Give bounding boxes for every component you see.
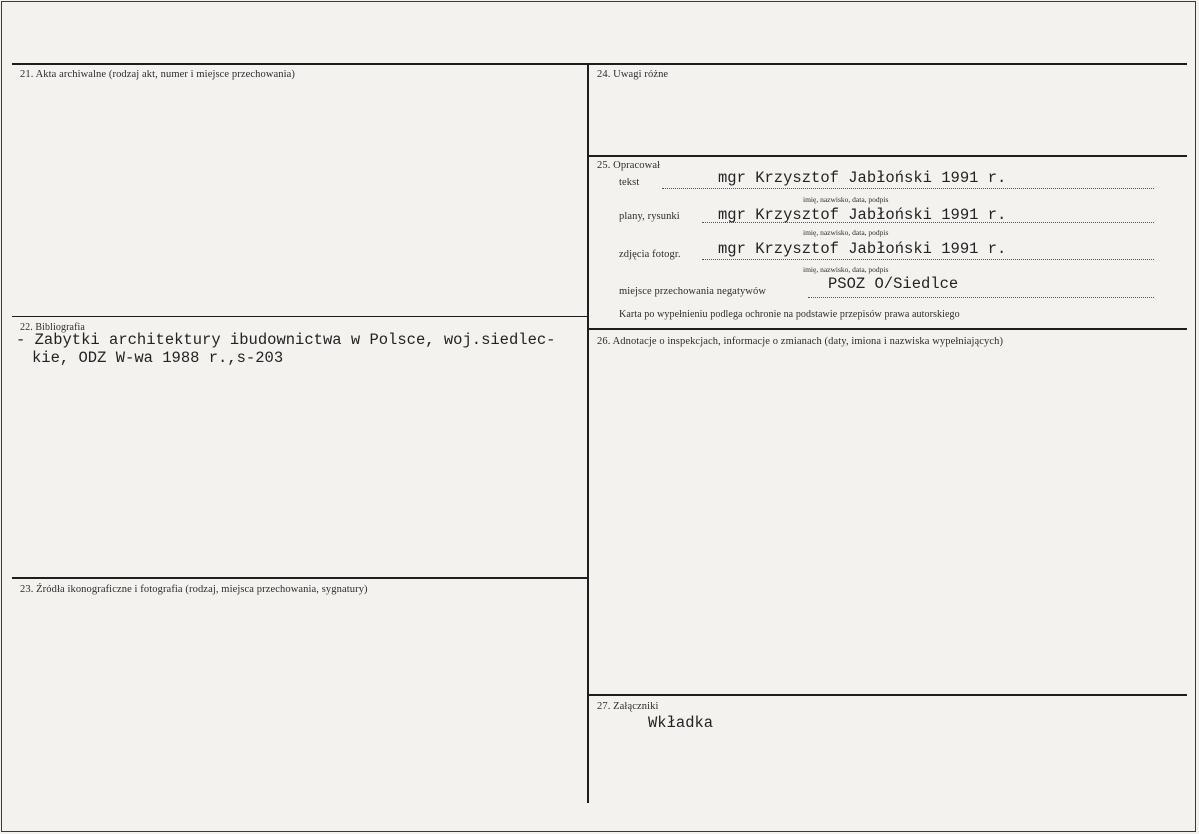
bibliography-entry-line1: - Zabytki architektury ibudownictwa w Polsce, woj.siedlec- (16, 331, 556, 349)
drawings-author-label: plany, rysunki (619, 211, 680, 222)
negatives-dotted-line (808, 297, 1154, 298)
attachments-value: Wkładka (648, 714, 714, 732)
section-24-label: 24. Uwagi różne (597, 69, 669, 80)
photos-author-dotted-line (702, 259, 1154, 260)
left-rule-22 (12, 316, 587, 317)
top-rule (12, 63, 1187, 65)
section-25-label: 25. Opracował (597, 160, 661, 171)
copyright-note: Karta po wypełnieniu podlega ochronie na podstawie przepisów prawa autorskiego (619, 309, 960, 320)
section-26-label: 26. Adnotacje o inspekcjach, informacje o zmianach (daty, imiona i nazwiska wypełniających) (597, 336, 1004, 347)
text-author-caption: imię, nazwisko, data, podpis (803, 195, 889, 204)
photos-author-value: mgr Krzysztof Jabłoński 1991 r. (718, 240, 1007, 258)
section-22-label: 22. Bibliografia (20, 322, 85, 333)
text-author-dotted-line (662, 188, 1154, 189)
right-rule-25 (589, 155, 1187, 157)
section-27-label: 27. Załączniki (597, 701, 659, 712)
right-rule-26 (589, 328, 1187, 330)
section-21-label: 21. Akta archiwalne (rodzaj akt, numer i miejsce przechowania) (20, 69, 296, 80)
negatives-location-label: miejsce przechowania negatywów (619, 286, 767, 297)
photos-author-caption: imię, nazwisko, data, podpis (803, 265, 889, 274)
bibliography-entry-line2: kie, ODZ W-wa 1988 r.,s-203 (32, 349, 284, 367)
drawings-author-value: mgr Krzysztof Jabłoński 1991 r. (718, 206, 1007, 224)
center-divider (587, 64, 589, 803)
photos-author-label: zdjęcia fotogr. (619, 249, 681, 260)
right-rule-27 (589, 694, 1187, 696)
text-author-label: tekst (619, 177, 640, 188)
section-23-label: 23. Źródła ikonograficzne i fotografia (rodzaj, miejsca przechowania, sygnatury) (20, 584, 368, 595)
left-rule-23 (12, 577, 587, 579)
text-author-value: mgr Krzysztof Jabłoński 1991 r. (718, 169, 1007, 187)
negatives-location-value: PSOZ O/Siedlce (828, 275, 959, 293)
drawings-author-caption: imię, nazwisko, data, podpis (803, 228, 889, 237)
